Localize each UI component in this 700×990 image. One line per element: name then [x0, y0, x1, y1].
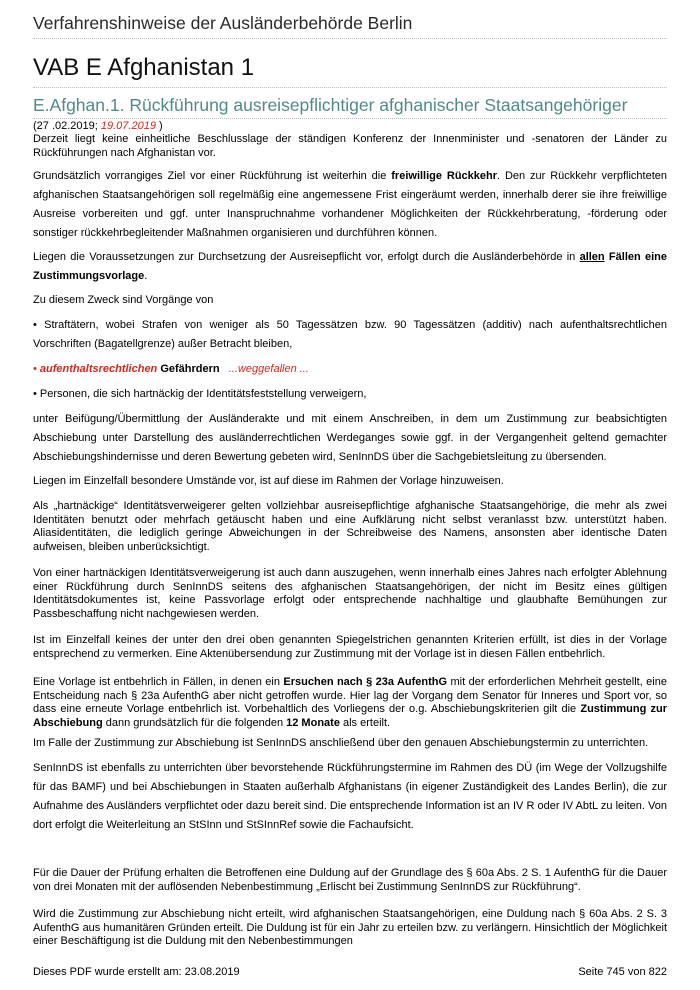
footer-page-number: Seite 745 von 822	[578, 966, 667, 978]
date-open: (27 .02.2019;	[33, 120, 101, 132]
paragraph-10	[33, 676, 667, 730]
paragraph-9: Ist im Einzelfall keines der unter den drei oben genannten Spiegelstrichen genannten Kriterien erfüllt, ist dies in der Vorlage entsprechend zu vermerken. Eine Aktenübersendung zur Zustimmung mit der Vorlage ist in diesen Fällen entbehrlich.	[33, 634, 667, 660]
paragraph-14: Wird die Zustimmung zur Abschiebung nicht erteilt, wird afghanischen Staatsangehörigen, eine Duldung nach § 60a Abs. 2 S. 3 AufenthG aus humanitären Gründen erteilt. Die Duldung ist für ein Jahr zu erteilen bzw. zu verlängern. Hinsichtlich der Möglichkeit einer Beschäftigung ist die Duldung mit den Nebenbestimmungen	[33, 908, 667, 947]
paragraph-7: Als „hartnäckige“ Identitätsverweigerer gelten vollziehbar ausreisepflichtige afghanische Staatsangehörige, die mehr als zwei Identitäten benutzt oder mehrfach getäuscht haben und eine Aufklärung nicht selbst veranlasst bzw. unterstützt haben. Aliasidentitäten, die lediglich geringe Abweichungen in der Schreibweise des Namens, ansonsten aber identische Daten aufweisen, bleiben unberücksichtigt.	[33, 500, 667, 553]
paragraph-3	[33, 248, 667, 286]
bullet-2-bold: Gefährdern	[157, 363, 220, 375]
page-footer	[33, 966, 667, 978]
paragraph-2-text-b: . Den zur Rückkehr verpflichteten afghanischen Staatsangehörigen soll regelmäßig eine angemessene Frist eingeräumt werden, innerhalb derer sie ihre freiwillige Ausreise vorbereiten und ggf. unter Inanspruchnahme vorhandener Möglichkeiten der Rückkehrberatung, -förderung oder sonstiger rückkehrbegleitender Maßnahmen organisieren und durchführen können.	[33, 170, 667, 239]
paragraph-2	[33, 167, 667, 243]
header-title: Verfahrenshinweise der Ausländerbehörde Berlin	[33, 12, 667, 39]
paragraph-10-text-b: mit der erforderlichen Mehrheit gestellt, eine Entscheidung nach § 23a AufenthG aber nicht getroffen wurde. Hier lag der Vorgang dem Senator für Inneres und Sport vor, so dass eine erneute Vorlage entbehrlich ist. Vorbehaltlich des Vorliegens der o.g. Abschiebungskriterien gilt die	[33, 676, 667, 715]
bullet-3: • Personen, die sich hartnäckig der Identitätsfeststellung verweigern,	[33, 388, 367, 400]
bullet-2-red: aufenthaltsrechtlichen	[39, 363, 158, 375]
paragraph-13: Für die Dauer der Prüfung erhalten die Betroffenen eine Duldung auf der Grundlage des § 60a Abs. 2 S. 1 AufenthG für die Dauer von drei Monaten mit der auflösenden Nebenbestimmung „Erlischt bei Zustimmung SenInnDS zur Rückführung“.	[33, 867, 667, 893]
paragraph-10-text-d: als erteilt.	[339, 716, 391, 729]
paragraph-10-bold-3: 12 Monate	[286, 716, 340, 729]
bullet-2-note: ...weggefallen ...	[219, 363, 309, 375]
paragraph-3-end: .	[144, 270, 148, 282]
paragraph-6: Liegen im Einzelfall besondere Umstände vor, ist auf diese im Rahmen der Vorlage hinzuweisen.	[33, 475, 504, 487]
footer-created: Dieses PDF wurde erstellt am: 23.08.2019	[33, 966, 240, 978]
paragraph-3-bold: Fällen eine Zustimmungsvorlage	[33, 251, 667, 282]
section-title: E.Afghan.1. Rückführung ausreisepflichtiger afghanischer Staatsangehöriger	[33, 94, 667, 119]
date-changed: 19.07.2019	[100, 120, 156, 132]
paragraph-5: unter Beifügung/Übermittlung der Ausländerakte und mit einem Anschreiben, in dem um Zustimmung zur beabsichtigten Abschiebung unter Darstellung des ausländerrechtlichen Werdeganges sowie ggf. in der Vergangenheit geltend gemachter Abschiebungshindernisse und deren Bewertung gebeten wird, SenInnDS über die Sachgebietsleitung zu übersenden.	[33, 413, 667, 463]
paragraph-10-bold-2: Zustimmung zur Abschiebung	[33, 703, 667, 729]
paragraph-4: Zu diesem Zweck sind Vorgänge von	[33, 294, 214, 306]
paragraph-10-bold-1: Ersuchen nach § 23a AufenthG	[283, 676, 448, 688]
bullet-2	[33, 360, 667, 379]
paragraph-2-bold: freiwillige Rückkehr	[391, 170, 498, 182]
bullet-2-marker: •	[33, 363, 40, 375]
paragraph-12: SenInnDS ist ebenfalls zu unterrichten über bevorstehende Rückführungstermine im Rahmen des DÜ (im Wege der Vollzugshilfe für das BAMF) und bei Abschiebungen in Staaten außerhalb Afghanistans (in eigener Zuständigkeit des Landes Berlin), die zur Aufnahme des Ausländers verpflichtet oder dazu bereit sind. Die entsprechende Information ist an IV R oder IV AbtL zu leiten. Von dort erfolgt die Weiterleitung an StSInn und StSInnRef sowie die Fachaufsicht.	[33, 762, 667, 831]
paragraph-10-text-c: dann grundsätzlich für die folgenden	[102, 716, 287, 729]
date-close: )	[155, 120, 163, 132]
document-title: VAB E Afghanistan 1	[33, 53, 667, 88]
paragraph-10-text-a: Eine Vorlage ist entbehrlich in Fällen, in denen ein	[33, 676, 284, 688]
bullet-1: • Straftätern, wobei Strafen von weniger als 50 Tagessätzen bzw. 90 Tagessätzen (additiv) nach aufenthaltsrechtlichen Vorschriften (Bagatellgrenze) außer Betracht bleiben,	[33, 319, 667, 350]
paragraph-11: Im Falle der Zustimmung zur Abschiebung ist SenInnDS anschließend über den genauen Abschiebungstermin zu unterrichten.	[33, 737, 649, 749]
paragraph-8: Von einer hartnäckigen Identitätsverweigerung ist auch dann auszugehen, wenn innerhalb eines Jahres nach erfolgter Ablehnung einer Rückführung durch SenInnDS seitens des afghanischen Staatsangehörigen, der nicht im Besitz eines gültigen Identitätsdokumentes ist, keine Passvorlage erfolgt oder entsprechende nachhaltige und glaubhafte Bemühungen zur Passbeschaffung nicht nachgewiesen werden.	[33, 567, 667, 620]
paragraph-2-text-a: Grundsätzlich vorrangiges Ziel vor einer Rückführung ist weiterhin die	[33, 170, 392, 182]
document-page	[33, 0, 667, 949]
paragraph-3-underline: allen	[579, 251, 605, 263]
paragraph-1: Derzeit liegt keine einheitliche Beschlusslage der ständigen Konferenz der Innenminister und -senatoren der Länder zu Rückführungen nach Afghanistan vor.	[33, 133, 667, 159]
date-line	[33, 120, 667, 133]
paragraph-3-text-a: Liegen die Voraussetzungen zur Durchsetzung der Ausreisepflicht vor, erfolgt durch die Ausländerbehörde in	[33, 251, 580, 263]
